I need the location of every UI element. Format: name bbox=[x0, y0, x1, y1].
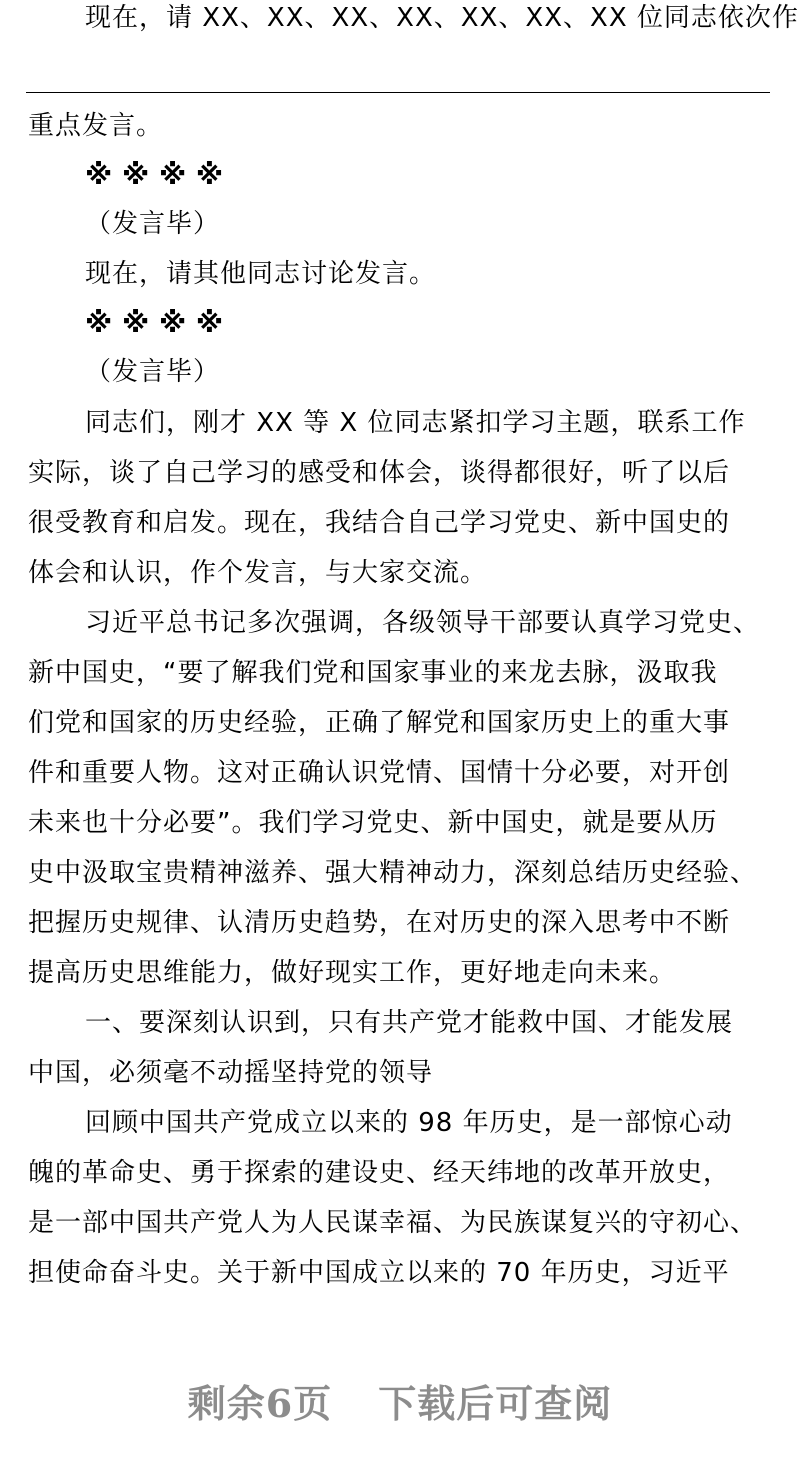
text-line: （发言毕） bbox=[85, 209, 221, 239]
text-line: 魄的革命史、勇于探索的建设史、经天纬地的改革开放史， bbox=[28, 1158, 731, 1188]
text-line: 是一部中国共产党人为人民谋幸福、为民族谋复兴的守初心、 bbox=[28, 1208, 758, 1238]
text-line: 回顾中国共产党成立以来的 98 年历史，是一部惊心动 bbox=[85, 1108, 733, 1138]
text-line: 同志们，刚才 XX 等 X 位同志紧扣学习主题，联系工作 bbox=[85, 408, 746, 438]
section-marks: ※ ※ ※ ※ bbox=[85, 306, 224, 339]
text-line: 们党和国家的历史经验，正确了解党和国家历史上的重大事 bbox=[28, 708, 731, 738]
text-line: 现在，请其他同志讨论发言。 bbox=[85, 259, 437, 289]
text-line: 把握历史规律、认清历史趋势，在对历史的深入思考中不断 bbox=[28, 908, 731, 938]
page-separator bbox=[26, 92, 770, 93]
text-line: 提高历史思维能力，做好现实工作，更好地走向未来。 bbox=[28, 958, 677, 988]
section-marks: ※ ※ ※ ※ bbox=[85, 158, 224, 191]
text-line: 新中国史，“要了解我们党和国家事业的来龙去脉，汲取我 bbox=[28, 658, 718, 688]
text-line: 习近平总书记多次强调，各级领导干部要认真学习党史、 bbox=[85, 608, 761, 638]
text-line: 体会和认识，作个发言，与大家交流。 bbox=[28, 558, 488, 588]
text-line: 实际，谈了自己学习的感受和体会，谈得都很好，听了以后 bbox=[28, 458, 731, 488]
text-line: 件和重要人物。这对正确认识党情、国情十分必要，对开创 bbox=[28, 758, 731, 788]
text-line: 很受教育和启发。现在，我结合自己学习党史、新中国史的 bbox=[28, 508, 731, 538]
text-line: 史中汲取宝贵精神滋养、强大精神动力，深刻总结历史经验、 bbox=[28, 858, 758, 888]
text-line: 担使命奋斗史。关于新中国成立以来的 70 年历史，习近平 bbox=[28, 1258, 730, 1288]
text-line: 重点发言。 bbox=[28, 111, 164, 141]
remaining-pages-text: 剩余6页 bbox=[187, 1381, 333, 1426]
download-prompt-text: 下载后可查阅 bbox=[378, 1381, 613, 1426]
section-heading: 一、要深刻认识到，只有共产党才能救中国、才能发展 bbox=[85, 1008, 734, 1038]
download-banner[interactable] bbox=[0, 1378, 800, 1430]
text-line: 现在，请 XX、XX、XX、XX、XX、XX、XX 位同志依次作 bbox=[85, 3, 799, 33]
section-heading: 中国，必须毫不动摇坚持党的领导 bbox=[28, 1058, 434, 1088]
text-line: 未来也十分必要”。我们学习党史、新中国史，就是要从历 bbox=[28, 808, 718, 838]
text-line: （发言毕） bbox=[85, 357, 221, 387]
